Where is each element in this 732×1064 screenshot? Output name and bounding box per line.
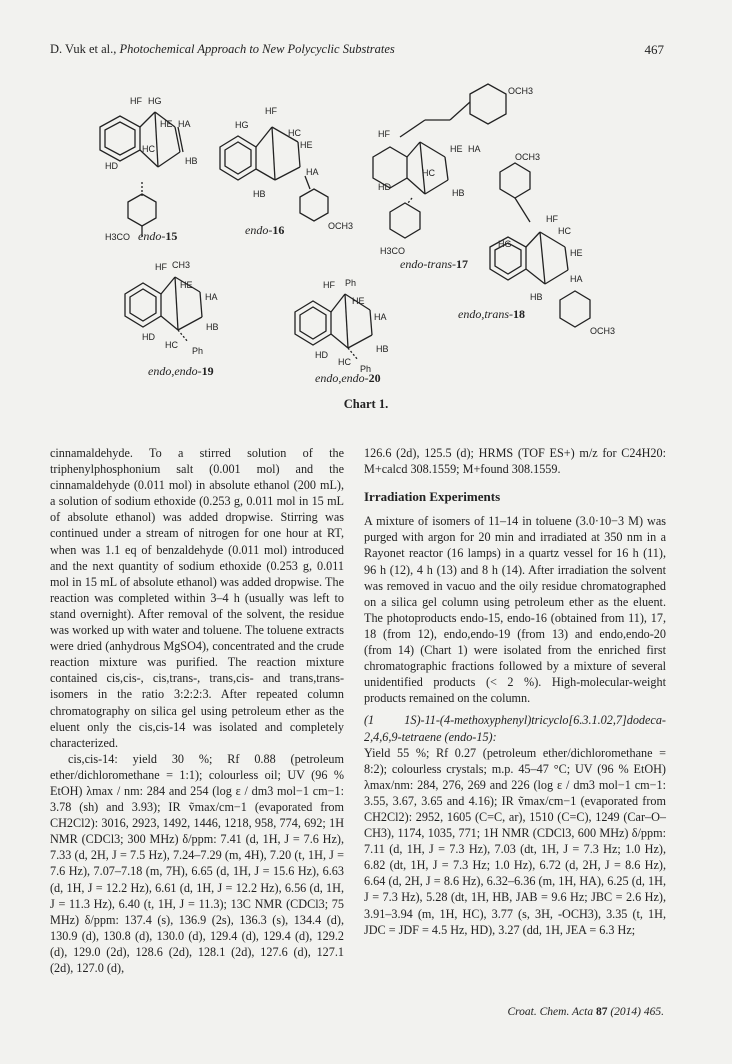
- footer-citation: [507, 1006, 664, 1018]
- header-title: Photochemical Approach to New Polycyclic Substrates: [119, 42, 395, 56]
- svg-text:HD: HD: [378, 182, 391, 192]
- svg-text:HC: HC: [142, 144, 155, 154]
- footer-volume: 87: [595, 1006, 608, 1018]
- svg-text:HC: HC: [165, 340, 178, 350]
- compound-label-20: endo,endo-20: [315, 371, 381, 385]
- compound-label-15: endo-15: [138, 229, 178, 243]
- left-column: [50, 445, 344, 976]
- svg-text:HE: HE: [570, 248, 583, 258]
- svg-text:CH3: CH3: [172, 260, 191, 270]
- svg-text:OCH3: OCH3: [508, 86, 534, 96]
- svg-text:HB: HB: [185, 156, 198, 166]
- footer-year-page: (2014) 465.: [610, 1006, 664, 1018]
- svg-text:HE: HE: [450, 144, 463, 154]
- chemical-structures-chart: [60, 72, 670, 407]
- svg-text:HE: HE: [180, 280, 193, 290]
- svg-text:HB: HB: [206, 322, 219, 332]
- svg-text:HA: HA: [178, 119, 191, 129]
- svg-text:HA: HA: [374, 312, 387, 322]
- svg-text:HB: HB: [253, 189, 266, 199]
- right-column: [364, 445, 666, 938]
- svg-text:HF: HF: [130, 96, 142, 106]
- svg-text:HB: HB: [452, 188, 465, 198]
- svg-text:Ph: Ph: [192, 346, 204, 356]
- svg-text:HG: HG: [148, 96, 162, 106]
- svg-text:Ph: Ph: [345, 278, 357, 288]
- svg-text:HC: HC: [558, 226, 571, 236]
- paragraph-hrms: 126.6 (2d), 125.5 (d); HRMS (TOF ES+) m/z for C24H20: M+calcd 308.1559; M+found 308.1559.: [364, 446, 666, 477]
- svg-text:HA: HA: [468, 144, 481, 154]
- svg-text:OCH3: OCH3: [328, 221, 354, 231]
- svg-text:HD: HD: [315, 350, 328, 360]
- svg-text:OCH3: OCH3: [590, 326, 616, 336]
- svg-text:HA: HA: [205, 292, 218, 302]
- svg-text:HF: HF: [546, 214, 558, 224]
- compound-label-19: endo,endo-19: [148, 364, 214, 378]
- svg-text:HD: HD: [105, 161, 118, 171]
- svg-text:HC: HC: [338, 357, 351, 367]
- svg-text:H3CO: H3CO: [380, 246, 406, 256]
- svg-text:HE: HE: [300, 140, 313, 150]
- compound-label-16: endo-16: [245, 223, 285, 237]
- svg-text:OCH3: OCH3: [515, 152, 541, 162]
- svg-text:HF: HF: [265, 106, 277, 116]
- svg-text:HF: HF: [323, 280, 335, 290]
- paragraph-compound-14: cis,cis-14: yield 30 %; Rf 0.88 (petroleum ether/dichloromethane = 1:1); colourless oil; UV (96 % EtOH) λmax / nm: 284 and 254 (log ε / dm3 mol−1 cm−1: 3.78 (sh) and 3.93); IR ṽmax/cm−1 (evaporated from CH2Cl2): 3016, 2923, 1492, 1446, 1218, 958, 774, 692; 1H NMR (CDCl3; 300 MHz) δ/ppm: 7.41 (d, 1H, J = 7.6 Hz), 7.33 (d, 2H, J = 7.5 Hz), 7.24–7.29 (m, 4H), 7.20 (t, 1H, J = 7.6 Hz), 7.07–7.18 (m, 7H), 6.65 (d, 1H, J = 15.6 Hz), 6.63 (d, 1H, J = 12.2 Hz), 6.61 (d, 1H, J = 12.2 Hz), 6.56 (d, 1H, J = 11.3 Hz), 6.40 (t, 1H, J = 11.3); 13C NMR (CDCl3; 75 MHz) δ/ppm: 137.4 (s), 136.9 (2s), 136.3 (s), 134.4 (d), 130.9 (d), 130.8 (d), 130.0 (d), 129.4 (d), 129.4 (d), 129.2 (d), 129.0 (2d), 128.6 (2d), 128.1 (2d), 127.6 (d), 127.1 (2d), 127.0 (d),: [50, 751, 344, 975]
- footer-journal: Croat. Chem. Acta: [507, 1006, 594, 1018]
- chart-caption: Chart 1.: [343, 397, 389, 411]
- paragraph-compound-15: Yield 55 %; Rf 0.27 (petroleum ether/dichloromethane = 8:2); colourless crystals; m.p. 45–47 °C; UV (96 % EtOH) λmax/nm: 284, 276, 269 and 226 (log ε / dm3 mol−1 cm−1: 3.55, 3.67, 3.65 and 4.16); IR ṽmax/cm−1 (evaporated from CH2Cl2): 2952, 1605 (C=C, ar), 1510 (C=C), 1249 (Car–O–CH3), 1174, 1035, 771; 1H NMR (CDCl3, 600 MHz) δ/ppm: 7.11 (d, 1H, J = 7.3 Hz), 7.03 (dt, 1H, J = 7.3 Hz; 1.0 Hz), 6.82 (dt, 1H, J = 7.3 Hz; 1.0 Hz), 6.72 (d, 2H, J = 8.6 Hz), 6.64 (d, 2H, J = 8.6 Hz), 6.32–6.36 (m, 1H, HA), 6.25 (d, 1H, J = 7.3 Hz), 5.28 (dt, 1H, HB, JAB = 9.6 Hz; JBC = 2.6 Hz), 3.91–3.94 (m, 1H, HC), 3.77 (s, 3H, -OCH3), 3.35 (t, 1H, JDC = JDF = 4.5 Hz, HD), 3.27 (dd, 1H, JEA = 6.3 Hz;: [364, 745, 666, 937]
- compound-label-18: endo,trans-18: [458, 307, 525, 321]
- svg-text:H3CO: H3CO: [105, 232, 131, 242]
- compound-label-17: endo-trans-17: [400, 257, 468, 271]
- page-number: 467: [644, 42, 664, 57]
- svg-text:HE: HE: [352, 296, 365, 306]
- svg-text:HB: HB: [376, 344, 389, 354]
- compound-heading: (1 1S)-11-(4-methoxyphenyl)tricyclo[6.3.1.02,7]dodeca-2,4,6,9-tetraene (endo-15):: [364, 713, 666, 744]
- svg-text:HA: HA: [306, 167, 319, 177]
- running-header: [50, 42, 395, 57]
- structures-drawing: [60, 72, 670, 407]
- paragraph-synthesis: cinnamaldehyde. To a stirred solution of the triphenylphosphonium salt (0.001 mol) and the cinnamaldehyde (0.011 mol) in absolute ethanol (200 mL), a solution of sodium ethoxide (0.253 g, 0.011 mol in 15 mL of absolute ethanol) was added dropwise. Stirring was continued under a stream of nitrogen for one hour at RT, when was 1.1 eq of benzaldehyde (0.011 mol) introduced and the next quantity of sodium ethoxide (0.253 g, 0.011 mol in 15 mL of absolute ethanol) was added dropwise. The reaction was completed within 3–4 h (usually was left to stand overnight). After removal of the solvent, the residue was worked up with water and toluene. The toluene extracts were dried (anhydrous MgSO4), concentrated and the crude reaction mixture was purified. The reaction mixture contained cis,cis-, cis,trans-, trans,cis- and trans,trans-isomers in the ratio 3:2:2:3. After repeated column chromatography on silica gel using petroleum ether as the eluent only the cis,cis-14 was isolated and completely characterized.: [50, 446, 344, 750]
- paragraph-irradiation: A mixture of isomers of 11–14 in toluene (3.0·10−3 M) was purged with argon for 20 min and irradiated at 350 nm in a Rayonet reactor (16 lamps) in a quartz vessel for 16 h (11), 96 h (12), 4 h (13) and 8 h (14). After irradiation the solvent was removed in vacuo and the oily residue chromatographed on a silica gel column using petroleum ether as the eluent. The photoproducts endo-15, endo-16 (obtained from 11), 17, 18 (from 12), endo,endo-19 (from 13) and endo,endo-20 (from 14) (Chart 1) were isolated from the enriched first chromatographic fractions followed by a mixture of several unidentified products (< 2 %). High-molecular-weight products remained on the column.: [364, 514, 666, 706]
- svg-text:HG: HG: [235, 120, 249, 130]
- svg-text:HG: HG: [498, 239, 512, 249]
- header-authors: D. Vuk et al.,: [50, 42, 117, 56]
- svg-text:Ph: Ph: [360, 364, 372, 374]
- svg-text:HC: HC: [422, 168, 435, 178]
- svg-text:HF: HF: [155, 262, 167, 272]
- svg-text:HA: HA: [570, 274, 583, 284]
- svg-text:HD: HD: [142, 332, 155, 342]
- svg-text:HE: HE: [160, 119, 173, 129]
- svg-text:HF: HF: [378, 129, 390, 139]
- svg-text:HB: HB: [530, 292, 543, 302]
- svg-text:HC: HC: [288, 128, 301, 138]
- section-title: Irradiation Experiments: [364, 489, 501, 505]
